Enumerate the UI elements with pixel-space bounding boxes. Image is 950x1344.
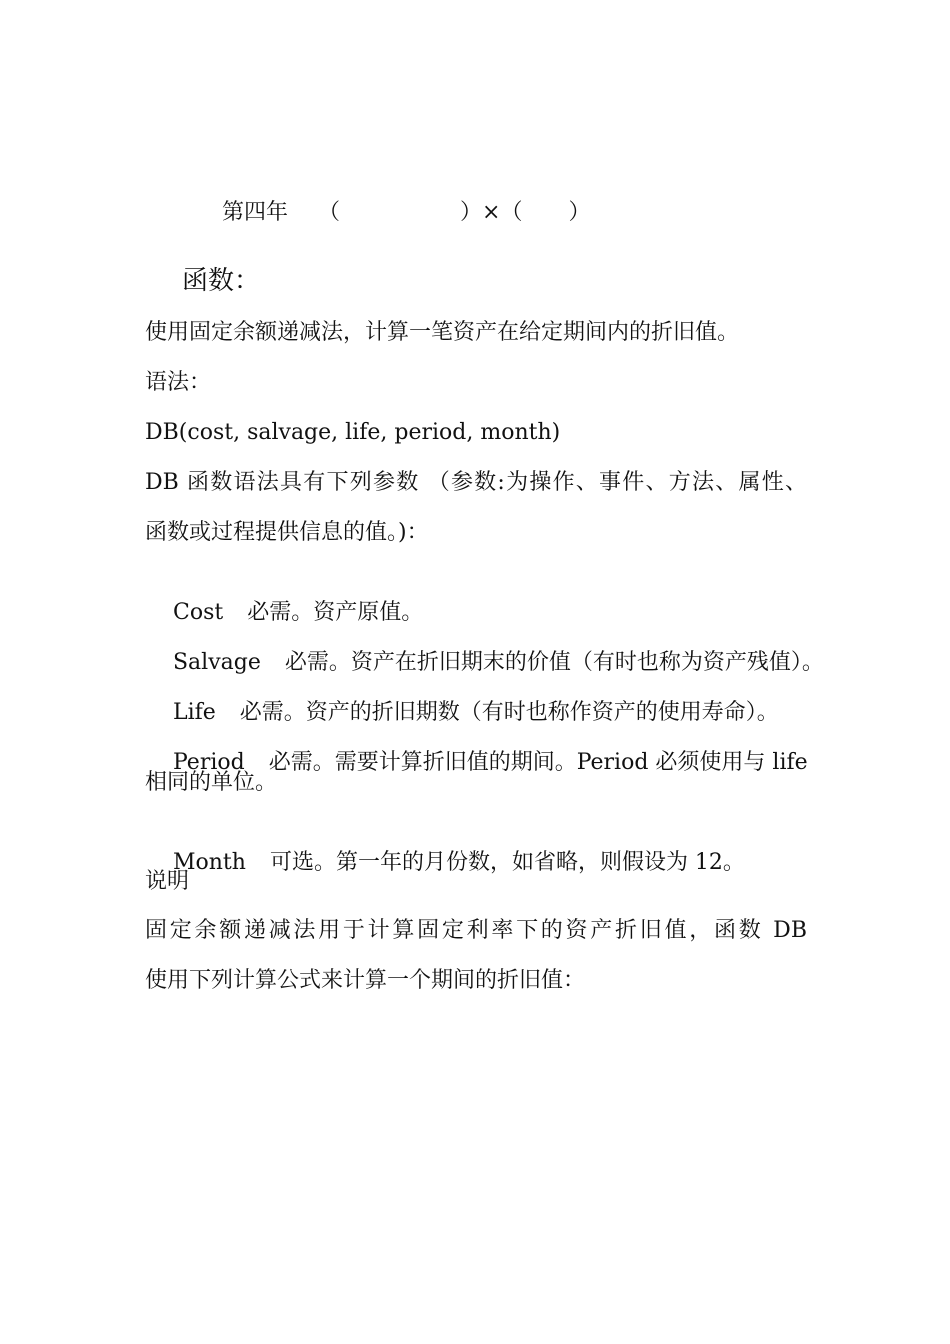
function-description: 使用固定余额递减法，计算一笔资产在给定期间内的折旧值。 [145,320,740,345]
param-period-name: Period [172,750,245,775]
param-month-desc: 可选。第一年的月份数，如省略，则假设为 12。 [269,850,745,875]
param-salvage-name: Salvage [172,650,261,675]
year-four-label: 第四年 [221,200,288,225]
year-four-formula-line: 第四年 （ ）×（ ） [221,200,591,225]
syntax-signature: DB(cost, salvage, life, period, month) [145,420,561,445]
param-cost-name: Cost [172,600,224,625]
notes-line-1: 固定余额递减法用于计算固定利率下的资产折旧值，函数 DB [145,918,807,943]
section-heading: 函数： [182,266,261,296]
param-life-desc: 必需。资产的折旧期数（有时也称作资产的使用寿命）。 [239,700,779,725]
param-life-name: Life [172,700,216,725]
param-period-desc: 必需。需要计算折旧值的期间。Period 必须使用与 life [268,750,808,775]
notes-line-2: 使用下列计算公式来计算一个期间的折旧值： [145,968,586,993]
param-month-name: Month [172,850,246,875]
param-salvage-desc: 必需。资产在折旧期末的价值（有时也称为资产残值）。 [284,650,824,675]
notes-label: 说明 [145,869,190,894]
param-month [145,818,745,908]
params-intro-line-2: 函数或过程提供信息的值。)： [145,520,429,545]
param-period-desc-cont: 相同的单位。 [145,770,278,795]
param-cost-desc: 必需。资产原值。 [247,600,424,625]
params-intro-line-1: DB 函数语法具有下列参数 （参数:为操作、事件、方法、属性、 [145,470,807,495]
syntax-label: 语法： [145,370,212,395]
